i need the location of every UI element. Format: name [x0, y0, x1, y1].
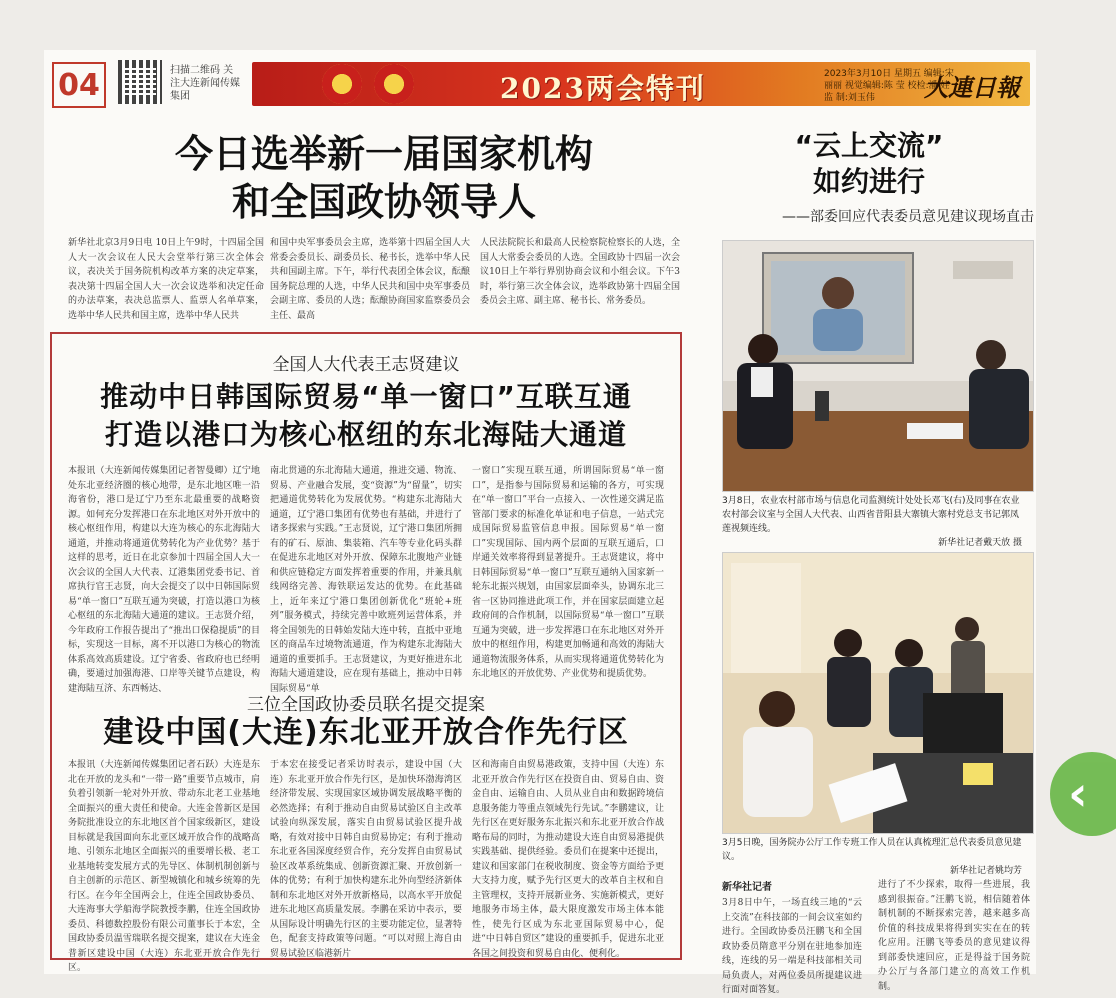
- lead-column-1: 新华社北京3月9日电 10日上午9时，十四届全国人大一次会议在人民大会堂举行第三次全体会议，表决关于国务院机构改革方案的决定草案，表决第十四届全国人大一次会议选举和决定任命的办法草案，表决总监票人、监票人名单草案，选举中华人民共和国主席，选举中华人民共: [68, 238, 264, 321]
- banner-meta: 2023年3月10日 星期五 编辑:宋丽丽 视觉编辑:陈 莹 校检:潘 娃 监 制:刘玉伟: [824, 69, 954, 103]
- photo2-credit: 新华社记者姚均芳: [949, 866, 1022, 876]
- sidebar-column-right: 进行了不少探索，取得一些进展，我感到很振奋。”汪鹏飞说，相信随着体制机制的不断探索完善，越来越多高价值的科技成果将得到实实在在的转化应用。汪鹏飞等委员的意见建议得到部委快速回应，正是得益于国务院办公厅与各部门建立的高效工作机制。: [878, 880, 1030, 992]
- photo2-caption: [722, 836, 1022, 878]
- special-issue-banner: [252, 62, 1030, 106]
- photo-office-workers: [722, 552, 1034, 834]
- qr-code-icon: [118, 60, 162, 104]
- boxed-section: [50, 332, 682, 973]
- back-nav-button[interactable]: [1050, 752, 1116, 836]
- article1-headline-line2: 打造以港口为核心枢纽的东北海陆大通道: [104, 418, 627, 451]
- lead-headline-line1: 今日选举新一届国家机构: [174, 132, 593, 176]
- page-number: 04: [52, 62, 106, 108]
- article2-column-1: 本报讯（大连新闻传媒集团记者石跃）大连是东北在开放的龙头和“一带一路”重要节点城市，肩负着引领新一轮对外开放、带动东北老工业基地全面振兴的重大责任和使命。大连金普新区是国务院批准设立的东北地区首个国家级新区，建设目标就是我国面向东北亚区域开放合作的战略高地、引领东北地区全面振兴的重要增长极、老工业基地转变发展方式的先导区、体制机制创新与自主创新的示范区、新型城镇化和城乡统筹的先行区。在今年全国两会上，住连全国政协委员、大连海事大学船海学院教授李鹏，住连全国政协委员、科德数控股份有限公司董事长于本宏，全国政协委员温雪瑞联名提交提案，建议在大连金普新区建设中国（大连）东北亚开放合作先行区。: [68, 760, 260, 973]
- qr-caption: 扫描二维码 关注大连新闻传媒集团: [170, 65, 240, 102]
- cppcc-emblem-icon: [374, 64, 414, 104]
- sidebar-column-left: 3月8日中午，一场直线三地的“云上交流”在科技部的一间会议室如约进行。全国政协委员汪鹏飞和全国政协委员隋意平分别在驻地参加连线，连线的另一端是科技部相关司局负责人，对两位委员所提建议进行面对面答复。: [722, 898, 862, 995]
- banner-title: 2023两会特刊: [500, 72, 706, 105]
- article1-column-2: 南北贯通的东北海陆大通道，推进交通、物流、贸易、产业融合发展，变“资源”为“留量”，切实把通道优势转化为发展优势。“构建东北海陆大通道，辽宁港口集团有优势也有基础，并进行了诸多探索与实践。”王志贤说，辽宁港口集团所拥有的矿石、原油、集装箱、汽车等专业化码头群在促进东北地区对外开放、保障东北腹地产业链和供应链稳定方面发挥着重要的作用，并兼具航线网络完善、海铁联运发达的优势。在此基础上，近年来辽宁港口集团创新优化“班轮+班列”服务模式，持续完善中欧班列运营体系，并将全国领先的日韩始发陆大连中转，直抵中亚地区的商品车过境物流通道，作为构建东北海陆大通道的重要抓手。王志贤建议，为更好推进东北海陆大通道建设，应在现有基础上，推动中日韩国际贸易“单: [270, 466, 462, 694]
- lead-column-2: 和国中央军事委员会主席，选举第十四届全国人大常委会委员长、副委员长、秘书长，选举中华人民共和国副主席。下午，举行代表团全体会议，酝酿国务院总理的人选，中华人民共和国中央军事委员会副主席、委员的人选；酝酿协商国家监察委员会主任、最高: [270, 238, 470, 321]
- article2-column-2: 于本宏在接受记者采访时表示，建设中国（大连）东北亚开放合作先行区，是加快环渤海湾区经济带发展、实现国家区域协调发展战略平衡的必然选择；有利于推动自由贸易试验区自主改革试验向纵深发展，落实自由贸易试验区提升战略，有效对接中日韩自由贸易协定；有利于推动东北亚各国深度经贸合作，充分发挥自由贸易试验区改革系统集成、创新资源汇聚、开放创新一体的优势；有利于加快构建东北外向型经济新体制和东北地区对外开放新格局，以高水平开放促进东北地区高质量发展。李鹏在采访中表示，要从国际设计明确先行区的主要功能定位，显著特色，配套支持政策等问题。“可以对照上海自由贸易试验区临港新片: [270, 760, 462, 959]
- article2-column-3: 区和海南自由贸易港政策，支持中国（大连）东北亚开放合作先行区在投资自由、贸易自由、资金自由、运输自由、人员从业自由和数据跨境信息服务能力等重点领域先行先试。”李鹏建议，让先行区在更好服务东北振兴和东北亚开放合作战略布局的同时，为推动建设大连自由贸易港提供实践基础、提供经验。委员们在提案中还提出，建议和国家部门在税收制度、资金等方面给予更大支持力度，赋予先行区更大的改革自主权和自主管理权，支持开展新业务、实施新模式，更好地服务市场主体，最大限度激发市场主体本能性，使先行区成为东北亚国际贸易中心，促进“中日韩自贸区”建设的重要抓手，促进东北亚各国之间投资和贸易自由化、便利化。: [472, 760, 664, 959]
- photo-video-conference: [722, 240, 1034, 492]
- sidebar-headline-line2: 如约进行: [812, 165, 925, 198]
- photo2-caption-text: 3月5日晚，国务院办公厅工作专班工作人员在认真梳理汇总代表委员意见建议。: [722, 838, 1022, 862]
- article2-headline: 建设中国(大连)东北亚开放合作先行区: [103, 715, 629, 750]
- lead-headline: [64, 130, 704, 226]
- article2-kicker: 三位全国政协委员联名提交提案: [247, 695, 485, 715]
- photo1-caption: [722, 494, 1022, 550]
- newspaper-logo: 大連日報: [924, 73, 1020, 102]
- article1-column-3: 一窗口”实现互联互通，所谓国际贸易“单一窗口”，是指参与国际贸易和运输的各方，可实现在“单一窗口”平台一点接入、一次性递交满足监管部门要求的标准化单证和电子信息，一站式完成国际贸易监管信息申报。国际贸易“单一窗口”实现国际、国内两个层面的互联互通后，口岸通关效率将得到显著提升。王志贤建议，将中日韩国际贸易“单一窗口”互联互通纳入国家新一轮东北振兴规划，由国家层面牵头，协调东北三省一区协同推进此项工作，并在国家层面建立起政府间的合作机制，以国际贸易“单一窗口”互联互通为突破，进一步发挥港口在东北地区对外开放中的枢纽作用，构建更加畅通和高效的海陆大通道物流服务体系，从而实现将通道优势转化为东北地区的开放优势、产业优势和提质优势。: [472, 466, 664, 679]
- national-emblem-icon: [322, 64, 362, 104]
- sidebar-subhead: ——部委回应代表委员意见建议现场直击: [782, 209, 1034, 225]
- photo1-credit: 新华社记者戴天放 摄: [938, 538, 1022, 548]
- newspaper-page: [44, 50, 1036, 995]
- photo1-caption-text: 3月8日，农业农村部市场与信息化司监测统计处处长邓飞(右)及同事在农业农村部会议室与全国人大代表、山西省昔阳县大寨镇大寨村党总支书记郭凤莲视频连线。: [722, 496, 1020, 534]
- sidebar-headline: [734, 128, 1004, 200]
- article1-column-1: 本报讯（大连新闻传媒集团记者智曼卿）辽宁地处东北亚经济圈的核心地带，是东北地区唯一沿海省份，港口是辽宁乃至东北最重要的战略资源。如何充分发挥港口在东北地区对外开放中的核心枢纽作用，构建以大连为核心的东北海陆大通道，并推动将通道优势转化为产业优势？基于这样的思考，近日在北京参加十四届全国人大一次会议的全国人大代表、辽港集团党委书记、首席执行官王志贤，向大会提交了以中日韩国际贸易“单一窗口”互联互通为突破，打造以港口为核心枢纽的东北海陆大通道的建议。王志贤介绍，今年政府工作报告提出了“推出口保稳提质”的目标，实现这一目标，离不开以港口为核心的物流体系高效高质建设。辽宁省委、省政府也已经明确，要通过加强海港、口岸等关键节点建设，构建海陆互济、东西畅达、: [68, 466, 260, 694]
- article1-kicker: 全国人大代表王志贤建议: [272, 355, 460, 375]
- chevron-left-icon: ‹: [1068, 766, 1088, 822]
- article1-headline-line1: 推动中日韩国际贸易“单一窗口”互联互通: [100, 380, 632, 413]
- sidebar-reporter: 新华社记者: [722, 882, 772, 893]
- sidebar-headline-line1: “云上交流”: [794, 129, 944, 162]
- lead-headline-line2: 和全国政协领导人: [231, 180, 536, 224]
- lead-column-3: 人民法院院长和最高人民检察院检察长的人选，全国人大常委会委员的人选。全国政协十四届一次会议10日上午举行界别协商会议和小组会议。下午3时，举行第三次全体会议，选举政协第十四届全国委员会主席、副主席、秘书长、常务委员。: [480, 238, 680, 306]
